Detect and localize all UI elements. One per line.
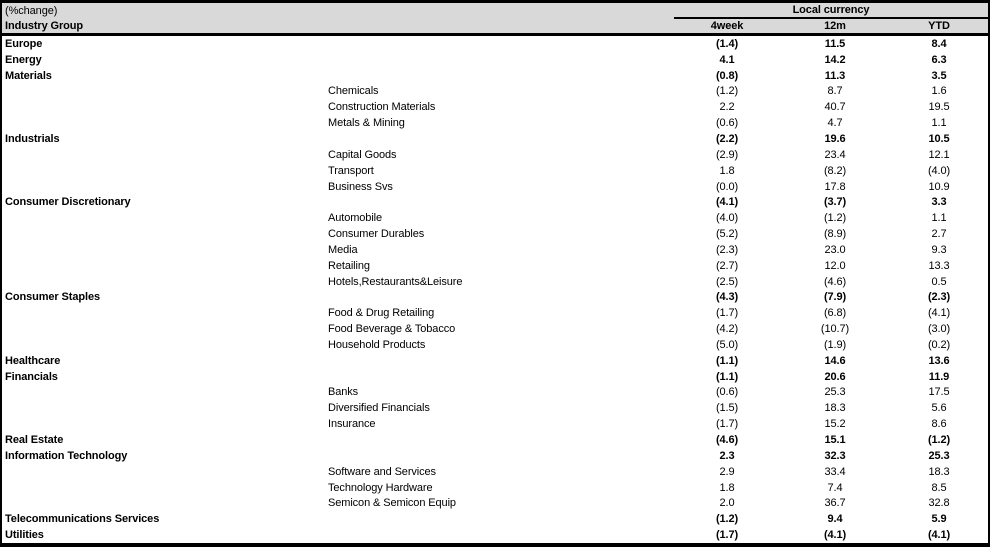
cell-12m: 15.1 — [824, 434, 846, 447]
cell-12m: 18.3 — [824, 402, 846, 415]
row-label-group: Real Estate — [5, 434, 64, 447]
cell-ytd: 32.8 — [928, 497, 950, 510]
cell-ytd: (1.2) — [927, 434, 951, 447]
cell-12m: 40.7 — [824, 101, 846, 114]
cell-ytd: (4.0) — [927, 164, 951, 177]
cell-12m: 14.2 — [824, 53, 846, 66]
cell-12m: (7.9) — [823, 291, 847, 304]
cell-4week: (4.2) — [715, 323, 739, 336]
cell-4week: (1.7) — [715, 307, 739, 320]
cell-4week: 2.3 — [719, 449, 735, 462]
cell-ytd: (0.2) — [927, 338, 951, 351]
table-row — [2, 353, 988, 369]
row-label-sub: Software and Services — [328, 465, 436, 478]
cell-ytd: 6.3 — [931, 53, 947, 66]
cell-12m: 4.7 — [827, 117, 843, 130]
row-label-group: Consumer Discretionary — [5, 196, 131, 209]
row-label-sub: Insurance — [328, 418, 376, 431]
cell-12m: (6.8) — [823, 307, 847, 320]
cell-4week: (4.6) — [715, 434, 739, 447]
table-row — [2, 385, 988, 401]
cell-4week: (1.1) — [715, 370, 739, 383]
cell-ytd: 0.5 — [931, 275, 947, 288]
cell-ytd: 10.5 — [928, 132, 950, 145]
cell-12m: 8.7 — [827, 85, 843, 98]
cell-12m: 14.6 — [824, 354, 846, 367]
cell-12m: (4.6) — [823, 275, 847, 288]
percent-change-label: (%change) — [5, 5, 58, 17]
cell-12m: 23.4 — [824, 148, 846, 161]
row-label-sub: Chemicals — [328, 85, 379, 98]
cell-ytd: (2.3) — [927, 291, 951, 304]
table-row — [2, 52, 988, 68]
cell-ytd: (4.1) — [927, 529, 951, 542]
industry-group-header: Industry Group — [5, 20, 84, 32]
cell-4week: (1.1) — [715, 354, 739, 367]
row-label-sub: Metals & Mining — [328, 117, 405, 130]
cell-12m: (1.9) — [823, 338, 847, 351]
cell-12m: 15.2 — [824, 418, 846, 431]
row-label-group: Energy — [5, 53, 42, 66]
cell-ytd: 5.6 — [931, 402, 947, 415]
table-row — [2, 179, 988, 195]
row-label-group: Telecommunications Services — [5, 513, 160, 526]
cell-4week: (0.0) — [715, 180, 739, 193]
table-row — [2, 274, 988, 290]
cell-4week: (2.5) — [715, 275, 739, 288]
col-header-12m: 12m — [824, 20, 846, 32]
table-row — [2, 99, 988, 115]
table-row — [2, 337, 988, 353]
cell-12m: 9.4 — [827, 513, 843, 526]
cell-ytd: 18.3 — [928, 465, 950, 478]
cell-4week: (5.0) — [715, 338, 739, 351]
row-label-group: Consumer Staples — [5, 291, 100, 304]
cell-4week: 1.8 — [719, 164, 735, 177]
row-label-sub: Diversified Financials — [328, 402, 430, 415]
cell-4week: (2.7) — [715, 259, 739, 272]
table-row — [2, 115, 988, 131]
table-row — [2, 242, 988, 258]
cell-ytd: 12.1 — [928, 148, 950, 161]
cell-ytd: (4.1) — [927, 307, 951, 320]
row-label-sub: Food & Drug Retailing — [328, 307, 435, 320]
row-label-sub: Automobile — [328, 212, 383, 225]
cell-ytd: 2.7 — [931, 228, 947, 241]
table-row — [2, 84, 988, 100]
table-row — [2, 495, 988, 511]
table-row — [2, 163, 988, 179]
cell-4week: 1.8 — [719, 481, 735, 494]
cell-ytd: 1.6 — [931, 85, 947, 98]
cell-ytd: 1.1 — [931, 117, 947, 130]
table-row — [2, 210, 988, 226]
table-row — [2, 68, 988, 84]
table-row — [2, 147, 988, 163]
cell-4week: (1.5) — [715, 402, 739, 415]
row-label-sub: Transport — [328, 164, 374, 177]
table-row — [2, 305, 988, 321]
cell-4week: (2.9) — [715, 148, 739, 161]
row-label-sub: Semicon & Semicon Equip — [328, 497, 456, 510]
row-label-group: Financials — [5, 370, 58, 383]
cell-12m: 11.5 — [824, 37, 846, 50]
row-label-group: Information Technology — [5, 449, 128, 462]
cell-12m: 25.3 — [824, 386, 846, 399]
row-label-group: Utilities — [5, 529, 44, 542]
cell-ytd: 10.9 — [928, 180, 950, 193]
cell-ytd: 13.6 — [928, 354, 950, 367]
row-label-group: Europe — [5, 37, 43, 50]
row-label-group: Materials — [5, 69, 52, 82]
cell-ytd: 8.4 — [931, 37, 947, 50]
cell-4week: (4.3) — [715, 291, 739, 304]
table-row — [2, 480, 988, 496]
cell-4week: 4.1 — [719, 53, 735, 66]
cell-4week: (0.8) — [715, 69, 739, 82]
cell-12m: 32.3 — [824, 449, 846, 462]
row-label-sub: Retailing — [328, 259, 370, 272]
row-label-sub: Household Products — [328, 338, 426, 351]
cell-ytd: 11.9 — [928, 370, 950, 383]
row-label-sub: Business Svs — [328, 180, 393, 193]
row-label-sub: Media — [328, 243, 358, 256]
cell-12m: (8.2) — [823, 164, 847, 177]
cell-4week: (1.7) — [715, 529, 739, 542]
cell-12m: 33.4 — [824, 465, 846, 478]
cell-12m: 12.0 — [824, 259, 846, 272]
cell-12m: (8.9) — [823, 228, 847, 241]
cell-12m: (4.1) — [823, 529, 847, 542]
table-row — [2, 416, 988, 432]
cell-4week: 2.0 — [719, 497, 735, 510]
table-row — [2, 511, 988, 527]
cell-12m: 20.6 — [824, 370, 846, 383]
cell-12m: 17.8 — [824, 180, 846, 193]
currency-group-label: Local currency — [792, 4, 870, 16]
cell-4week: 2.9 — [719, 465, 735, 478]
row-label-sub: Food Beverage & Tobacco — [328, 323, 456, 336]
cell-ytd: 13.3 — [928, 259, 950, 272]
table-row — [2, 36, 988, 52]
table-row — [2, 464, 988, 480]
table-row — [2, 432, 988, 448]
cell-12m: 19.6 — [824, 132, 846, 145]
row-label-sub: Technology Hardware — [328, 481, 433, 494]
cell-ytd: 5.9 — [931, 513, 947, 526]
table-header — [2, 3, 988, 36]
cell-ytd: (3.0) — [927, 323, 951, 336]
cell-4week: (4.1) — [715, 196, 739, 209]
row-label-sub: Banks — [328, 386, 359, 399]
cell-ytd: 3.3 — [931, 196, 947, 209]
cell-4week: (1.2) — [715, 513, 739, 526]
cell-ytd: 8.6 — [931, 418, 947, 431]
cell-4week: (1.4) — [715, 37, 739, 50]
cell-4week: (5.2) — [715, 228, 739, 241]
table-row — [2, 258, 988, 274]
cell-ytd: 9.3 — [931, 243, 947, 256]
cell-4week: (0.6) — [715, 117, 739, 130]
table-row — [2, 448, 988, 464]
cell-12m: (1.2) — [823, 212, 847, 225]
cell-12m: 23.0 — [824, 243, 846, 256]
cell-4week: (1.2) — [715, 85, 739, 98]
row-label-group: Industrials — [5, 132, 60, 145]
cell-12m: (3.7) — [823, 196, 847, 209]
cell-ytd: 19.5 — [928, 101, 950, 114]
row-label-sub: Consumer Durables — [328, 228, 425, 241]
currency-group-header — [674, 3, 988, 19]
row-label-sub: Hotels,Restaurants&Leisure — [328, 275, 463, 288]
table-row — [2, 400, 988, 416]
table-row — [2, 194, 988, 210]
col-header-4week: 4week — [710, 20, 744, 32]
table-body — [2, 36, 988, 543]
table-row — [2, 226, 988, 242]
cell-ytd: 8.5 — [931, 481, 947, 494]
cell-4week: (1.7) — [715, 418, 739, 431]
table-row — [2, 290, 988, 306]
cell-4week: (4.0) — [715, 212, 739, 225]
cell-4week: (2.2) — [715, 132, 739, 145]
cell-ytd: 17.5 — [928, 386, 950, 399]
cell-ytd: 3.5 — [931, 69, 947, 82]
table-row — [2, 131, 988, 147]
cell-4week: 2.2 — [719, 101, 735, 114]
table-row — [2, 527, 988, 543]
row-label-group: Healthcare — [5, 354, 61, 367]
cell-4week: (0.6) — [715, 386, 739, 399]
cell-12m: 36.7 — [824, 497, 846, 510]
cell-12m: (10.7) — [820, 323, 850, 336]
cell-12m: 11.3 — [824, 69, 846, 82]
cell-ytd: 1.1 — [931, 212, 947, 225]
cell-ytd: 25.3 — [928, 449, 950, 462]
row-label-sub: Construction Materials — [328, 101, 436, 114]
col-header-ytd: YTD — [928, 20, 950, 32]
cell-4week: (2.3) — [715, 243, 739, 256]
table-row — [2, 369, 988, 385]
cell-12m: 7.4 — [827, 481, 843, 494]
row-label-sub: Capital Goods — [328, 148, 397, 161]
table-row — [2, 321, 988, 337]
